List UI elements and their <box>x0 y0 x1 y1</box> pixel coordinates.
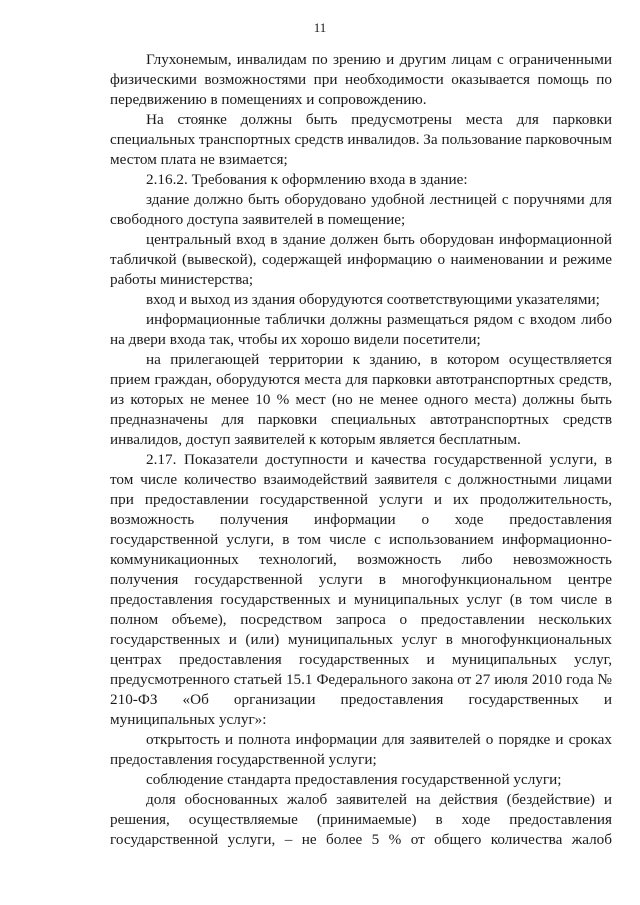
paragraph-info-plates: информационные таблички должны размещаться рядом с входом либо на двери входа так, чтобы их хорошо видели посетители; <box>110 311 612 348</box>
section-2-17-indicators: 2.17. Показатели доступности и качества государственной услуги, в том числе количество взаимодействий заявителя с должностными лицами при предоставлении государственной услуги и их продолжительность, возможность получения информации о ходе предоставления государственной услуги, в том числе с использованием информационно-коммуникационных технологий, возможность либо невозможность получения государственной услуги в многофункциональном центре предоставления государственных и муниципальных услуг (в том числе в полном объеме), посредством запроса о предоставлении нескольких государственных и (или) муниципальных услуг в многофункциональных центрах предоставления государственных и муниципальных услуг, предусмотренного статьей 15.1 Федерального закона от 27 июля 2010 года № 210-ФЗ «Об организации предоставления государственных и муниципальных услуг»: <box>110 451 612 728</box>
paragraph-entrance-signs: вход и выход из здания оборудуются соответствующими указателями; <box>146 291 600 308</box>
paragraph-assistance: Глухонемым, инвалидам по зрению и другим лицам с ограниченными физическими возможностями при необходимости оказывается помощь по передвижению в помещениях и сопровождению. <box>110 51 612 108</box>
paragraph-territory-parking: на прилегающей территории к зданию, в котором осуществляется прием граждан, оборудуются места для парковки автотранспортных средств, из которых не менее 10 % мест (но не менее одного места) должны быть предназначены для парковки специальных автотранспортных средств инвалидов, доступ заявителей к которым является бесплатным. <box>110 351 612 448</box>
section-heading-2-16-2: 2.16.2. Требования к оформлению входа в здание: <box>146 171 468 188</box>
paragraph-complaints: доля обоснованных жалоб заявителей на действия (бездействие) и решения, осуществляемые (принимаемые) в ходе предоставления государственной услуги, – не более 5 % от общего количества жалоб <box>110 791 612 848</box>
paragraph-parking: На стоянке должны быть предусмотрены места для парковки специальных транспортных средств инвалидов. За пользование парковочным местом плата не взимается; <box>110 111 613 168</box>
paragraph-stairs: здание должно быть оборудовано удобной лестницей с поручнями для свободного доступа заявителей в помещение; <box>110 191 612 228</box>
document-body <box>110 50 612 850</box>
paragraph-signboard: центральный вход в здание должен быть оборудован информационной табличкой (вывеской), содержащей информацию о наименовании и режиме работы министерства; <box>110 231 612 288</box>
page-number: 11 <box>313 20 327 35</box>
paragraph-openness: открытость и полнота информации для заявителей о порядке и сроках предоставления государственной услуги; <box>110 731 612 768</box>
paragraph-standard: соблюдение стандарта предоставления государственной услуги; <box>146 771 562 788</box>
